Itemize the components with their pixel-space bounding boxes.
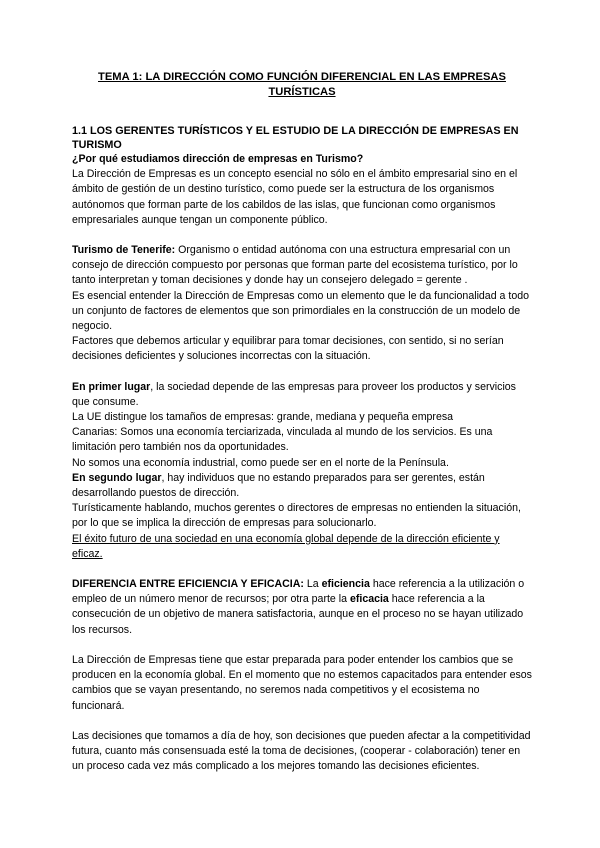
- paragraph-tourism-managers: Turísticamente hablando, muchos gerentes o directores de empresas no entienden la situación, por lo que se implica la dirección de empresas para solucionarlo.: [72, 502, 521, 530]
- spacer: [72, 228, 532, 243]
- efficacy-term: eficacia: [349, 593, 389, 606]
- paragraph-factors: Factores que debemos articular y equilibrar para tomar decisiones, con sentido, si no serían decisiones deficientes y soluciones incorrectas con la situación.: [72, 335, 504, 363]
- efficiency-text-a: La: [303, 578, 322, 591]
- paragraph-tenerife-text: Organismo o entidad autónoma con una estructura empresarial con un consejo de dirección compuesto por personas que forman parte del ecosistema turístico, por lo tanto interpretan y toman decisiones y donde hay un consejero delegado = gerente .: [72, 244, 518, 287]
- paragraph-ue: La UE distingue los tamaños de empresas: grande, mediana y pequeña empresa: [72, 411, 454, 424]
- efficiency-term: eficiencia: [321, 578, 370, 591]
- document-page: [72, 70, 532, 774]
- paragraph-efficiency-efficacy: [72, 577, 532, 638]
- document-title: TEMA 1: LA DIRECCIÓN COMO FUNCIÓN DIFERENCIAL EN LAS EMPRESAS TURÍSTICAS: [98, 71, 506, 98]
- paragraph-second-place-label: En segundo lugar: [72, 471, 162, 484]
- paragraph-tenerife: [72, 243, 532, 289]
- spacer: [72, 365, 532, 380]
- efficiency-heading: DIFERENCIA ENTRE EFICIENCIA Y EFICACIA:: [72, 578, 304, 591]
- spacer: [72, 638, 532, 653]
- paragraph-canarias: Canarias: Somos una economía terciarizada, vinculada al mundo de los servicios. Es una limitación pero también nos da oportunidades.: [72, 426, 493, 454]
- paragraph-first-place-text: , la sociedad depende de las empresas para proveer los productos y servicios que consume.: [72, 380, 516, 408]
- paragraph-intro: La Dirección de Empresas es un concepto esencial no sólo en el ámbito empresarial sino en el ámbito de gestión de un destino turístico, como puede ser la estructura de los organismos autónomos que forman parte de los cabildos de las islas, que funcionan como organismos empresariales aunque tengan un componente público.: [72, 168, 518, 226]
- paragraph-functionality: Es esencial entender la Dirección de Empresas como un elemento que le da funcionalidad a todo un conjunto de factores de elementos que son primordiales en la construcción de un modelo de negocio.: [72, 289, 529, 333]
- spacer: [72, 562, 532, 577]
- efficiency-text-c: hace referencia a la utilización o empleo de un número menor de recursos; por otra parte la: [72, 578, 525, 606]
- section-question: ¿Por qué estudiamos dirección de empresas en Turismo?: [72, 153, 364, 165]
- paragraph-industrial: No somos una economía industrial, como puede ser en el norte de la Península.: [72, 456, 449, 469]
- paragraph-second-place: [72, 471, 532, 501]
- spacer: [72, 714, 532, 729]
- paragraph-decisions: Las decisiones que tomamos a día de hoy, son decisiones que pueden afectar a la competitividad futura, cuanto más consensuada esté la toma de decisiones, (cooperar - colaboración) tener en un proceso cada vez más complicado a los mejores tomando las decisiones eficientes.: [72, 729, 531, 773]
- paragraph-future-success: El éxito futuro de una sociedad en una economía global depende de la dirección eficiente y eficaz.: [72, 532, 500, 560]
- paragraph-tenerife-label: Turismo de Tenerife:: [72, 244, 176, 257]
- paragraph-second-place-text: , hay individuos que no estando preparados para ser gerentes, están desarrollando puestos de dirección.: [72, 471, 485, 500]
- paragraph-first-place: [72, 380, 532, 410]
- paragraph-first-place-label: En primer lugar: [72, 380, 151, 393]
- paragraph-global-changes: La Dirección de Empresas tiene que estar preparada para poder entender los cambios que se producen en la economía global. En el momento que no estemos capacitados para entender esos cambios que se vayan presentando, no seremos nada competitivos y el ecosistema no funcionará.: [72, 653, 532, 712]
- section-title: 1.1 LOS GERENTES TURÍSTICOS Y EL ESTUDIO DE LA DIRECCIÓN DE EMPRESAS EN TURISMO: [72, 125, 519, 151]
- efficiency-text-e: hace referencia a la consecución de un objetivo de manera satisfactoria, aunque en el proceso no se hayan utilizado los recursos.: [72, 593, 524, 636]
